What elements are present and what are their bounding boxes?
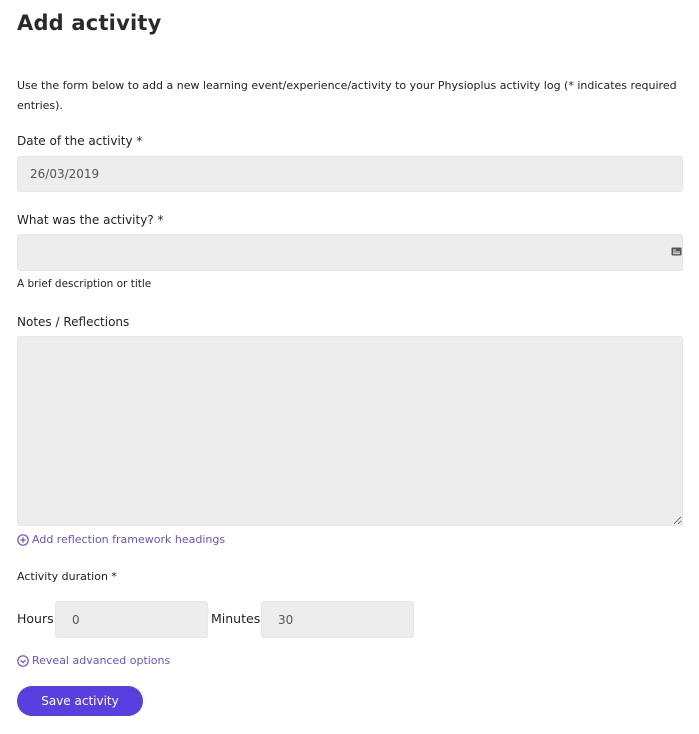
plus-circle-icon (17, 534, 29, 546)
notes-textarea[interactable] (17, 336, 683, 526)
save-activity-button[interactable]: Save activity (17, 686, 143, 716)
page-title: Add activity (17, 11, 162, 35)
activity-helper-text: A brief description or title (17, 278, 152, 290)
add-reflection-headings-link[interactable] (17, 533, 225, 546)
hours-input[interactable] (55, 601, 208, 638)
activity-input[interactable] (17, 234, 683, 271)
minutes-input[interactable] (261, 601, 414, 638)
reveal-advanced-options-link[interactable] (17, 654, 170, 667)
hours-label: Hours (17, 611, 54, 626)
date-label: Date of the activity * (17, 134, 143, 148)
add-reflection-headings-label: Add reflection framework headings (32, 533, 226, 546)
id-card-icon[interactable] (671, 247, 682, 256)
duration-label: Activity duration * (17, 570, 117, 583)
intro-text: Use the form below to add a new learning event/experience/activity to your Physioplus activity log (* indicates required entries). (17, 79, 677, 112)
minutes-label: Minutes (211, 611, 261, 626)
chevron-down-circle-icon (17, 655, 29, 667)
date-input[interactable] (17, 156, 683, 192)
reveal-advanced-options-label: Reveal advanced options (32, 654, 171, 667)
activity-label: What was the activity? * (17, 213, 164, 227)
notes-label: Notes / Reflections (17, 315, 130, 329)
